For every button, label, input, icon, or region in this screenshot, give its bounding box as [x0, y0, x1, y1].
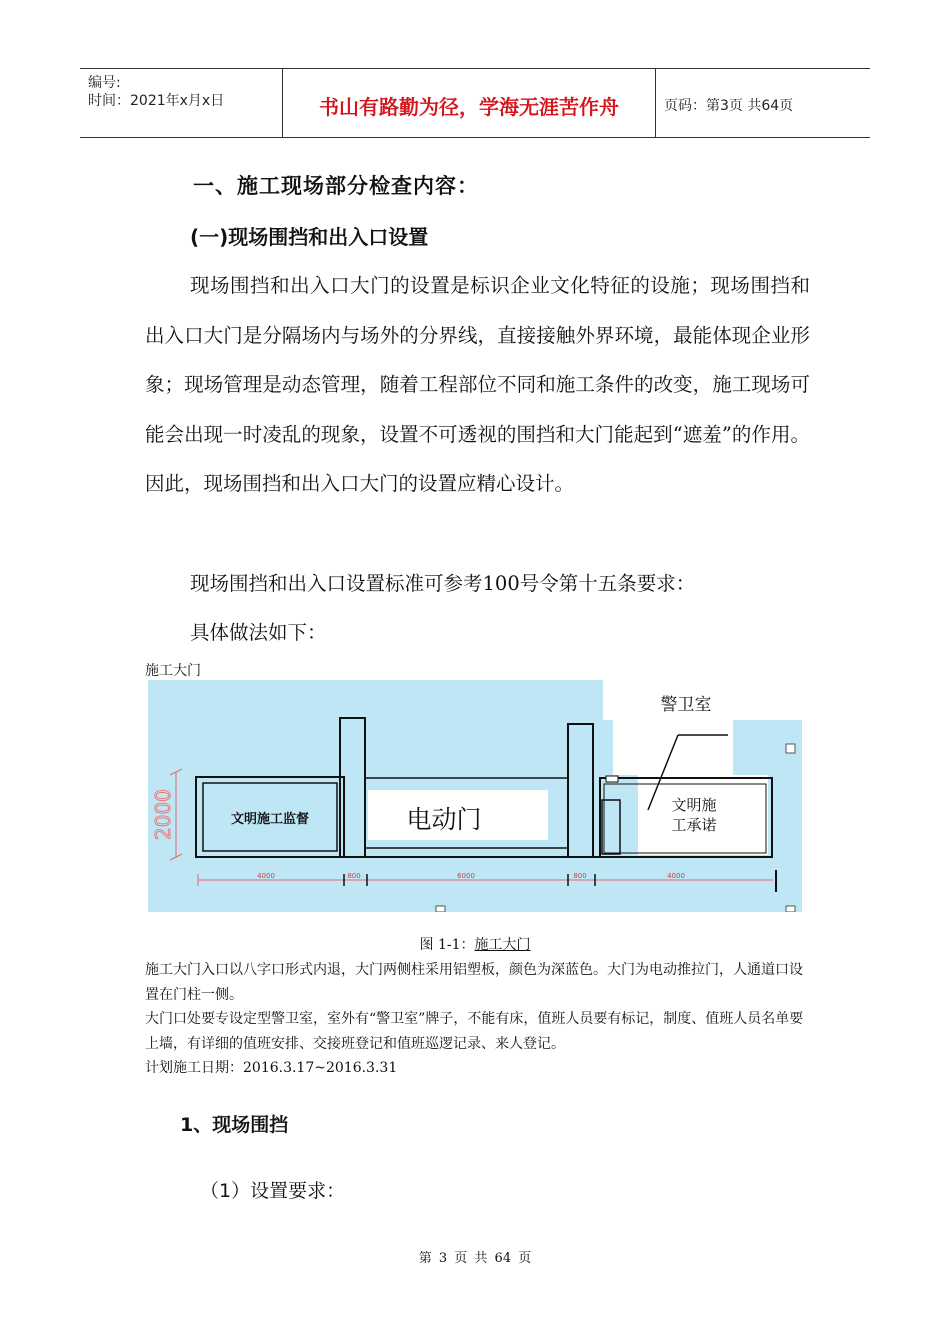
right-board-label-1: 文明施: [671, 796, 717, 814]
height-dim-label: 2000: [151, 789, 175, 840]
left-board-label: 文明施工监督: [230, 812, 310, 827]
heading-3: 1、现场围挡: [180, 1114, 289, 1136]
guard-room-lamp: [606, 776, 618, 782]
figure-caption-prefix: 图 1-1：: [419, 937, 475, 953]
right-pillar: [568, 724, 593, 857]
right-board-label-2: 工承诺: [671, 816, 717, 834]
dim-label-2: 800: [347, 872, 361, 880]
dim-label-5: 4000: [667, 872, 685, 880]
gate-figure: [148, 680, 802, 912]
subsection-title: (一)现场围挡和出入口设置: [190, 225, 429, 249]
guard-room-label: 警卫室: [660, 695, 712, 715]
guard-room-door: [602, 800, 620, 854]
section-title: 一、施工现场部分检查内容：: [193, 174, 479, 198]
header-left-cell: [80, 69, 282, 137]
date-label: 时间：2021年x月x日: [88, 93, 225, 109]
figure-top-caption: 施工大门: [145, 663, 201, 679]
dim-label-1: 4000: [257, 872, 275, 880]
header-motto-cell: [282, 69, 656, 137]
motto-text: 书山有路勤为径，学海无涯苦作舟: [319, 95, 619, 119]
heading-4: （1）设置要求：: [200, 1180, 346, 1202]
figure-caption: [0, 934, 950, 954]
electric-gate-label: 电动门: [406, 805, 482, 834]
body-paragraph-2: 现场围挡和出入口设置标准可参考100号令第十五条要求：: [190, 572, 696, 595]
handle-square: [786, 744, 795, 753]
body-paragraph-1: 现场围挡和出入口大门的设置是标识企业文化特征的设施；现场围挡和出入口大门是分隔场内与场外的分界线，直接接触外界环境，最能体现企业形象；现场管理是动态管理，随着工程部位不同和施工条件的改变，施工现场可能会出现一时凌乱的现象，设置不可透视的围挡和大门能起到“遮羞”的作用。因此，现场围挡和出入口大门的设置应精心设计。: [145, 274, 810, 495]
header-table: [80, 68, 870, 138]
note-1: 施工大门入口以八字口形式内退，大门两侧柱采用铝塑板，颜色为深蓝色。大门为电动推拉门，人通道口设置在门柱一侧。: [145, 962, 803, 1003]
page-info: 页码：第3页 共64页: [664, 98, 794, 114]
dim-label-4: 800: [573, 872, 587, 880]
note-3: 计划施工日期：2016.3.17~2016.3.31: [145, 1060, 398, 1076]
figure-caption-title: 施工大门: [474, 937, 531, 953]
gate-drawing: [148, 680, 802, 912]
handle-square: [786, 906, 795, 912]
number-label: 编号:: [88, 75, 121, 91]
note-2: 大门口处要专设定型警卫室，室外有“警卫室”牌子，不能有床，值班人员要有标记，制度、值班人员名单要上墙，有详细的值班安排、交接班登记和值班巡逻记录、来人登记。: [145, 1011, 804, 1052]
dim-label-3: 6000: [457, 872, 475, 880]
handle-square: [436, 906, 445, 912]
header-page-cell: [655, 69, 870, 137]
page-footer: 第 3 页 共 64 页: [418, 1251, 532, 1266]
body-paragraph-3: 具体做法如下：: [190, 621, 327, 644]
